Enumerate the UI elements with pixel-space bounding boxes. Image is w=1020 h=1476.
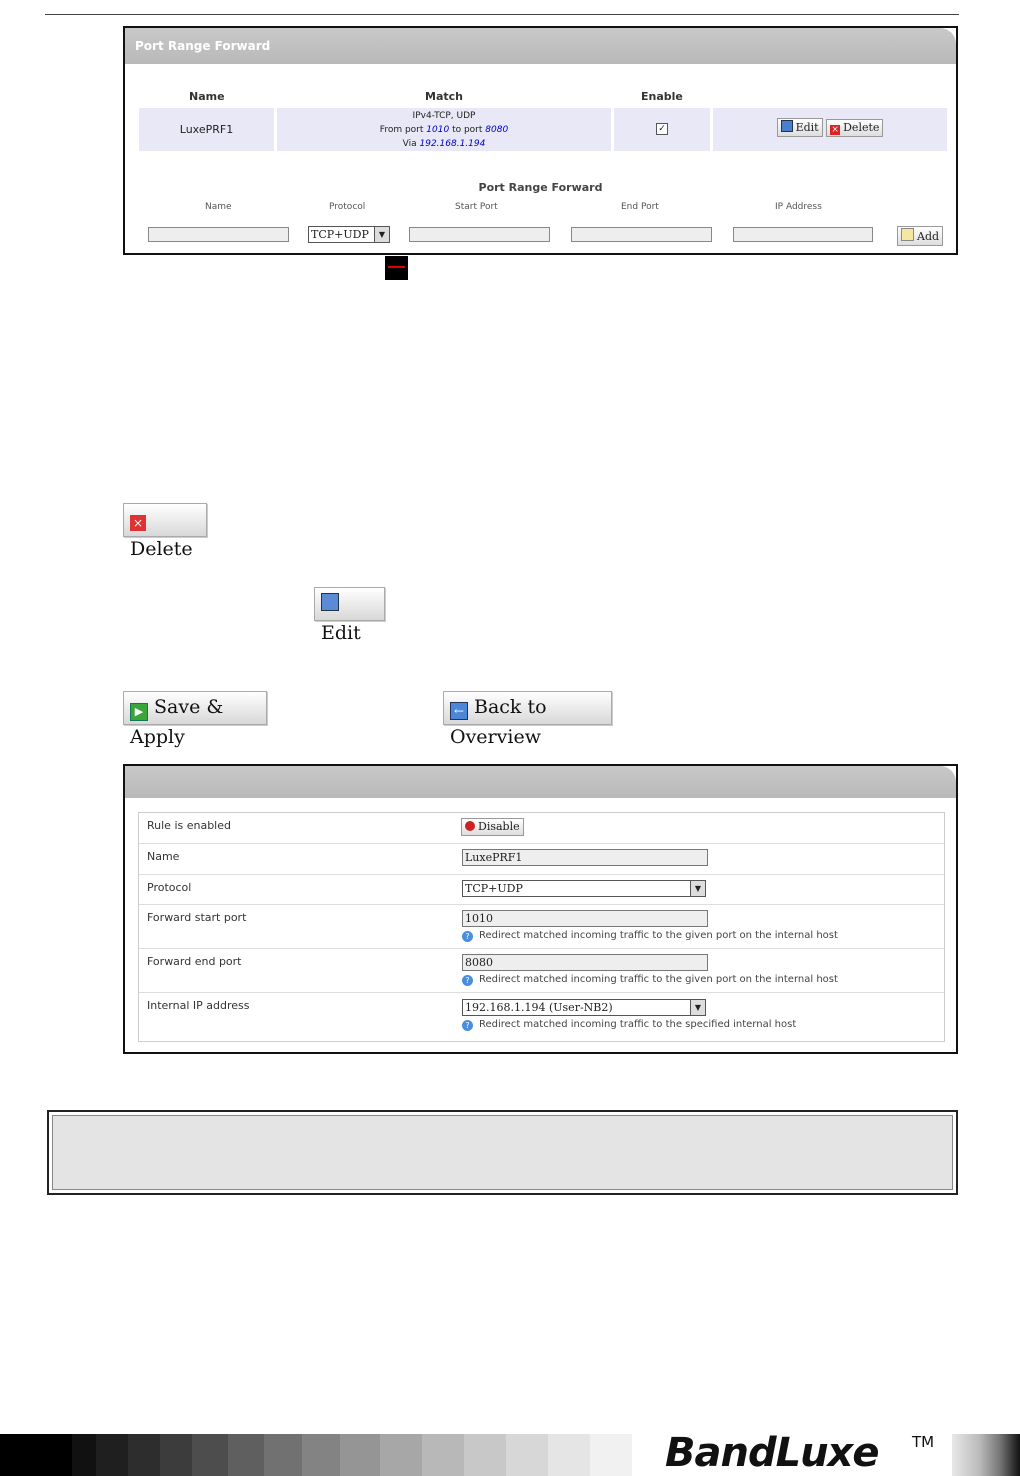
add-col-start: Start Port	[455, 202, 498, 212]
ip-select[interactable]: 192.168.1.194 (User-NB2) ▼	[462, 999, 706, 1016]
col-header-enable: Enable	[641, 90, 683, 103]
add-section-title: Port Range Forward	[478, 181, 603, 194]
disable-icon	[465, 821, 475, 831]
save-apply-button[interactable]: ▶ Save & Apply	[123, 691, 267, 725]
start-port-label: Forward start port	[147, 911, 247, 924]
rule-match: IPv4-TCP, UDP From port 1010 to port 8080 Via 192.168.1.194	[277, 108, 611, 151]
protocol-select[interactable]: TCP+UDP ▼	[462, 880, 706, 897]
new-ip-input[interactable]	[733, 227, 873, 242]
start-port-field[interactable]: 1010	[462, 910, 708, 927]
new-name-input[interactable]	[148, 227, 289, 242]
panel-header	[125, 766, 956, 798]
note-box	[47, 1110, 958, 1195]
edit-button[interactable]: Edit	[777, 118, 823, 137]
col-header-name: Name	[189, 90, 225, 103]
add-icon	[901, 228, 914, 241]
end-port-label: Forward end port	[147, 955, 242, 968]
new-protocol-select[interactable]: TCP+UDP ▼	[308, 226, 390, 243]
form-row-name	[139, 844, 944, 875]
rule-edit-panel	[123, 764, 958, 1054]
brand-logo: BandLuxe	[665, 1430, 879, 1476]
delete-button[interactable]: × Delete	[826, 119, 883, 137]
form-row-start-port	[139, 905, 944, 949]
add-button[interactable]: Add	[897, 226, 943, 246]
delete-icon: ×	[831, 125, 839, 135]
chevron-down-icon: ▼	[690, 881, 705, 896]
marker-box	[385, 256, 408, 280]
new-start-port-input[interactable]	[409, 227, 550, 242]
add-col-ip: IP Address	[775, 202, 822, 212]
end-port-hint: ? Redirect matched incoming traffic to the given port on the internal host	[462, 974, 838, 986]
chevron-down-icon: ▼	[374, 227, 389, 242]
form-row-end-port	[139, 949, 944, 993]
form-row-enabled	[139, 813, 944, 844]
delete-button-large[interactable]: ×Delete	[123, 503, 207, 537]
info-icon: ?	[462, 1020, 473, 1031]
new-end-port-input[interactable]	[571, 227, 712, 242]
play-icon: ▶	[130, 703, 148, 721]
col-header-match: Match	[425, 90, 463, 103]
name-label: Name	[147, 850, 180, 863]
delete-icon: ×	[130, 515, 146, 531]
back-arrow-icon: ←	[450, 702, 468, 720]
rule-form	[138, 812, 945, 1042]
back-to-overview-button[interactable]: ← Back to Overview	[443, 691, 612, 725]
footer-gradient-right	[952, 1434, 1020, 1476]
info-icon: ?	[462, 975, 473, 986]
rule-enable-cell	[614, 108, 710, 151]
form-row-ip	[139, 993, 944, 1040]
disable-button[interactable]: Disable	[461, 818, 524, 836]
ip-hint: ? Redirect matched incoming traffic to the specified internal host	[462, 1019, 796, 1031]
panel-title: Port Range Forward	[125, 28, 956, 64]
port-range-forward-panel	[123, 26, 958, 255]
edit-icon	[781, 120, 793, 132]
footer-gradient-bar	[0, 1434, 632, 1476]
add-col-protocol: Protocol	[329, 202, 366, 212]
trademark: TM	[912, 1433, 935, 1451]
enable-checkbox[interactable]: ✓	[656, 123, 668, 135]
ip-label: Internal IP address	[147, 999, 250, 1012]
add-col-name: Name	[205, 202, 232, 212]
edit-icon	[321, 593, 339, 611]
rule-actions	[713, 108, 947, 151]
name-field[interactable]: LuxePRF1	[462, 849, 708, 866]
enabled-label: Rule is enabled	[147, 819, 231, 832]
end-port-field[interactable]: 8080	[462, 954, 708, 971]
start-port-hint: ? Redirect matched incoming traffic to the given port on the internal host	[462, 930, 838, 942]
info-icon: ?	[462, 931, 473, 942]
chevron-down-icon: ▼	[690, 1000, 705, 1015]
form-row-protocol	[139, 875, 944, 905]
rule-name: LuxePRF1	[139, 108, 274, 151]
add-col-end: End Port	[621, 202, 659, 212]
table-row	[139, 108, 947, 151]
edit-button-large[interactable]: Edit	[314, 587, 385, 621]
protocol-label: Protocol	[147, 881, 192, 894]
header-rule	[45, 14, 959, 15]
